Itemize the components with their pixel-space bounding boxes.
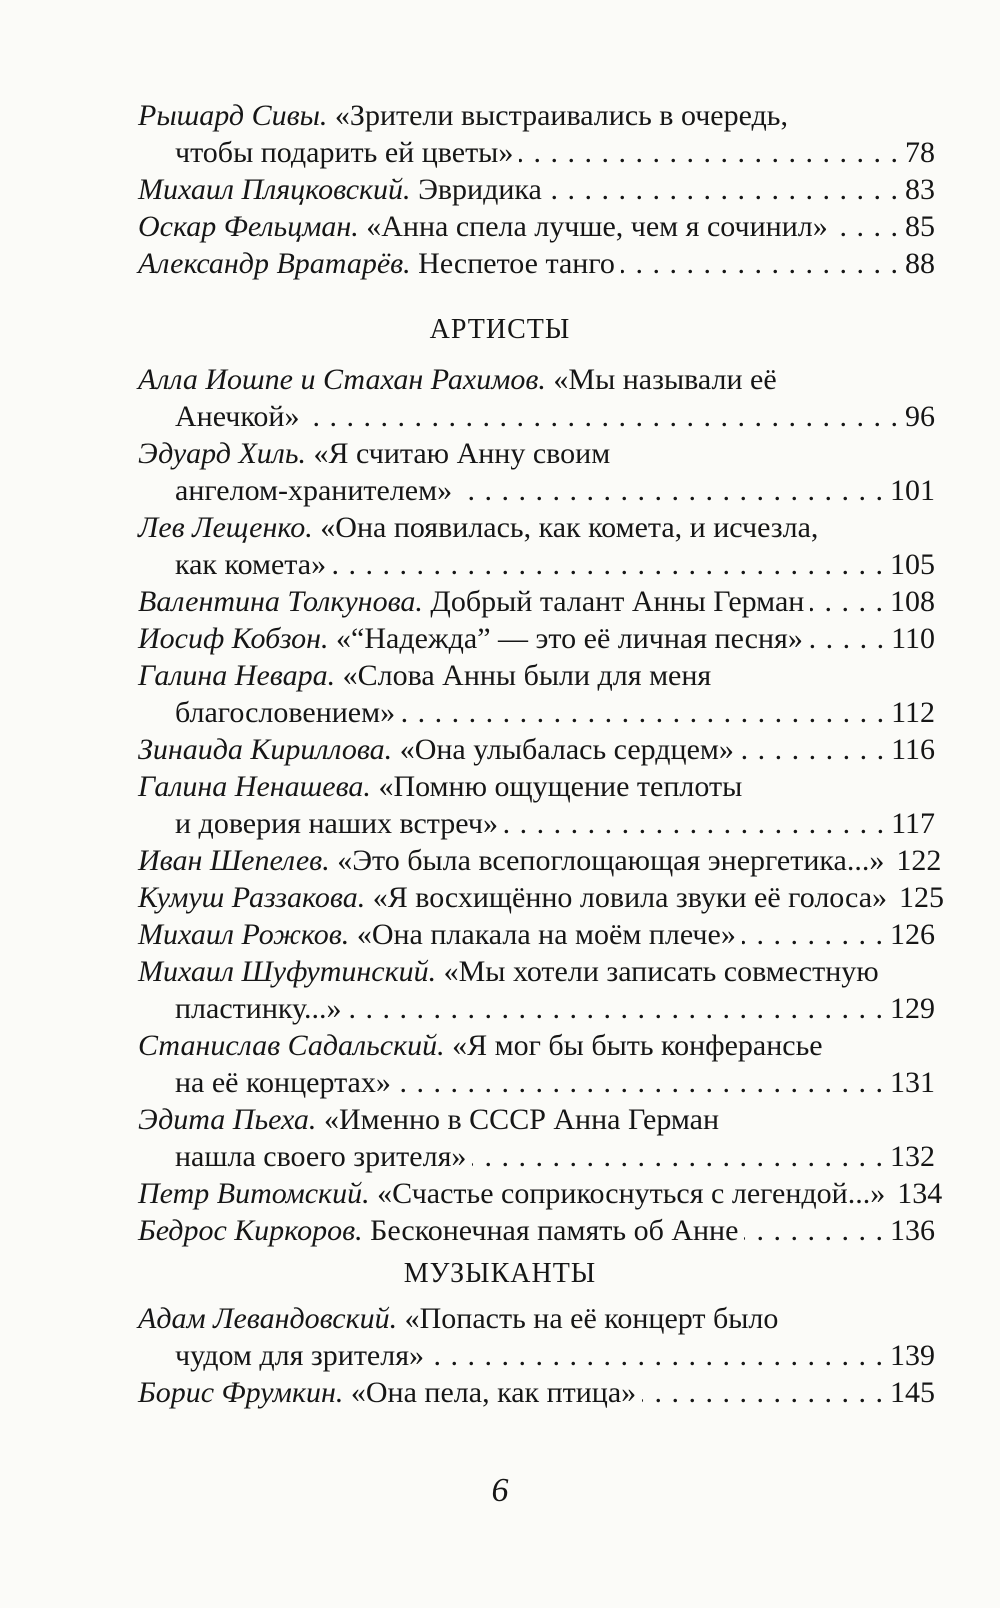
toc-entry [138, 768, 935, 842]
toc-title-continued: пластинку...» [175, 992, 342, 1025]
toc-title: «Именно в СССР Анна Герман [323, 1103, 720, 1136]
dot-leader [809, 620, 885, 657]
toc-page-number: 83 [905, 173, 935, 206]
toc-title-continued: Анечкой» [175, 400, 300, 433]
toc-author: Валентина Толкунова. [138, 585, 423, 618]
toc-entry [138, 731, 935, 768]
toc-author: Михаил Пляцковский. [138, 173, 411, 206]
toc-title: «Я восхищённо ловила звуки её голоса» [372, 881, 888, 914]
toc-author: Эдуард Хиль. [138, 437, 307, 470]
toc-title: «Мы называли её [553, 363, 777, 396]
toc-page-number: 136 [890, 1214, 935, 1247]
toc-author: Адам Левандовский. [138, 1302, 398, 1335]
toc-author: Борис Фрумкин. [138, 1376, 344, 1409]
toc-author: Галина Ненашева. [138, 770, 371, 803]
section-heading-musicians: МУЗЫКАНТЫ [403, 1258, 597, 1289]
dot-leader [504, 805, 885, 842]
toc-title: «Помню ощущение теплоты [378, 770, 743, 803]
toc-entry [138, 435, 935, 509]
toc-page-number: 96 [905, 400, 935, 433]
toc-page-number: 131 [890, 1066, 935, 1099]
toc-page-number: 88 [905, 247, 935, 280]
toc-title: «Она появилась, как комета, и исчезла, [320, 511, 819, 544]
toc-title: «Зрители выстраивались в очередь, [334, 99, 788, 132]
toc-page-number: 125 [899, 881, 945, 914]
toc-entry [138, 1374, 935, 1411]
dot-leader [401, 694, 885, 731]
toc-entry [138, 1027, 935, 1101]
toc-page-number: 112 [891, 696, 935, 729]
toc-group-musicians [138, 1300, 935, 1411]
toc-title: «Счастье соприкоснуться с легендой...» [377, 1177, 886, 1210]
toc-title: «Попасть на её концерт было [404, 1302, 779, 1335]
dot-leader [740, 731, 885, 768]
toc-entry [138, 245, 935, 282]
toc-author: Эдита Пьеха. [138, 1103, 317, 1136]
toc-title: Добрый талант Анны Герман [430, 585, 805, 618]
toc-author: Александр Вратарёв. [138, 247, 411, 280]
toc-title: «“Надежда” — это её личная песня» [336, 622, 803, 655]
dot-leader [430, 1337, 884, 1374]
toc-entry [138, 657, 935, 731]
toc-author: Галина Невара. [138, 659, 336, 692]
toc-entry [138, 97, 935, 171]
toc-page-number: 105 [890, 548, 935, 581]
dot-leader [348, 990, 884, 1027]
toc-author: Михаил Шуфутинский. [138, 955, 437, 988]
toc-page-number: 101 [890, 474, 935, 507]
toc-page-number: 78 [905, 136, 935, 169]
toc-entry [138, 953, 935, 1027]
toc-page-number: 145 [890, 1376, 935, 1409]
toc-entry [138, 171, 935, 208]
toc-author: Петр Витомский. [138, 1177, 370, 1210]
dot-leader [621, 245, 899, 282]
dot-leader [742, 916, 884, 953]
toc-page-number: 122 [896, 844, 942, 877]
toc-title: «Слова Анны были для меня [342, 659, 712, 692]
toc-title: «Я мог бы быть конферансье [452, 1029, 823, 1062]
toc-author: Станислав Садальский. [138, 1029, 445, 1062]
toc-page-number: 126 [890, 918, 935, 951]
toc-page-number: 129 [890, 992, 935, 1025]
toc-title-continued: и доверия наших встреч» [175, 807, 498, 840]
dot-leader [642, 1374, 884, 1411]
toc-entry [138, 620, 935, 657]
toc-title: Эвридика [418, 173, 542, 206]
toc-entry [138, 208, 935, 245]
toc-page-number: 110 [891, 622, 935, 655]
toc-entry [138, 879, 945, 916]
toc-author: Лев Лещенко. [138, 511, 313, 544]
dot-leader [744, 1212, 884, 1249]
dot-leader [332, 546, 884, 583]
toc-author: Иосиф Кобзон. [138, 622, 329, 655]
toc-title-continued: ангелом-хранителем» [175, 474, 453, 507]
toc-page-number: 134 [897, 1177, 943, 1210]
page-number: 6 [491, 1472, 509, 1509]
toc-entry [138, 842, 942, 879]
toc-entry [138, 509, 935, 583]
toc-title: «Я считаю Анну своим [313, 437, 611, 470]
toc-title: «Мы хотели записать совместную [443, 955, 879, 988]
toc-entry [138, 1300, 935, 1374]
toc-title: «Это была всепоглощающая энергетика...» [337, 844, 885, 877]
dot-leader [458, 472, 884, 509]
toc-entry [138, 1175, 943, 1212]
toc-title: «Она пела, как птица» [350, 1376, 637, 1409]
toc-page-number: 132 [890, 1140, 935, 1173]
toc-author: Рышард Сивы. [138, 99, 328, 132]
toc-author: Оскар Фельцман. [138, 210, 359, 243]
toc-entry [138, 361, 935, 435]
toc-author: Зинаида Кириллова. [138, 733, 393, 766]
dot-leader [472, 1138, 884, 1175]
toc-author: Алла Иошпе и Стахан Рахимов. [138, 363, 546, 396]
toc-title-continued: чудом для зрителя» [175, 1339, 425, 1372]
toc-entry [138, 1101, 935, 1175]
toc-author: Иван Шепелев. [138, 844, 330, 877]
dot-leader [397, 1064, 884, 1101]
toc-title-continued: благословением» [175, 696, 396, 729]
toc-title: «Она улыбалась сердцем» [399, 733, 734, 766]
toc-page-number: 116 [891, 733, 935, 766]
toc-group-first [138, 97, 935, 282]
toc-entry [138, 1212, 935, 1249]
dot-leader [305, 398, 899, 435]
toc-author: Михаил Рожков. [138, 918, 350, 951]
dot-leader [548, 171, 899, 208]
toc-author: Бедрос Киркоров. [138, 1214, 363, 1247]
toc-page-number: 108 [890, 585, 935, 618]
toc-title-continued: чтобы подарить ей цветы» [175, 136, 514, 169]
toc-title-continued: на её концертах» [175, 1066, 391, 1099]
section-heading-artists: АРТИСТЫ [429, 314, 571, 345]
toc-title-continued: как комета» [175, 548, 327, 581]
dot-leader [834, 208, 899, 245]
dot-leader [519, 134, 899, 171]
toc-title: Бесконечная память об Анне [370, 1214, 739, 1247]
toc-title: «Она плакала на моём плече» [356, 918, 736, 951]
dot-leader [810, 583, 884, 620]
toc-entry [138, 583, 935, 620]
toc-group-artists [138, 361, 945, 1249]
toc-title-continued: нашла своего зрителя» [175, 1140, 467, 1173]
toc-page-number: 139 [890, 1339, 935, 1372]
toc-title: «Анна спела лучше, чем я сочинил» [366, 210, 828, 243]
toc-entry [138, 916, 935, 953]
toc-page-number: 85 [905, 210, 935, 243]
toc-page-number: 117 [891, 807, 935, 840]
toc-title: Неспетое танго [418, 247, 615, 280]
toc-author: Кумуш Раззакова. [138, 881, 366, 914]
